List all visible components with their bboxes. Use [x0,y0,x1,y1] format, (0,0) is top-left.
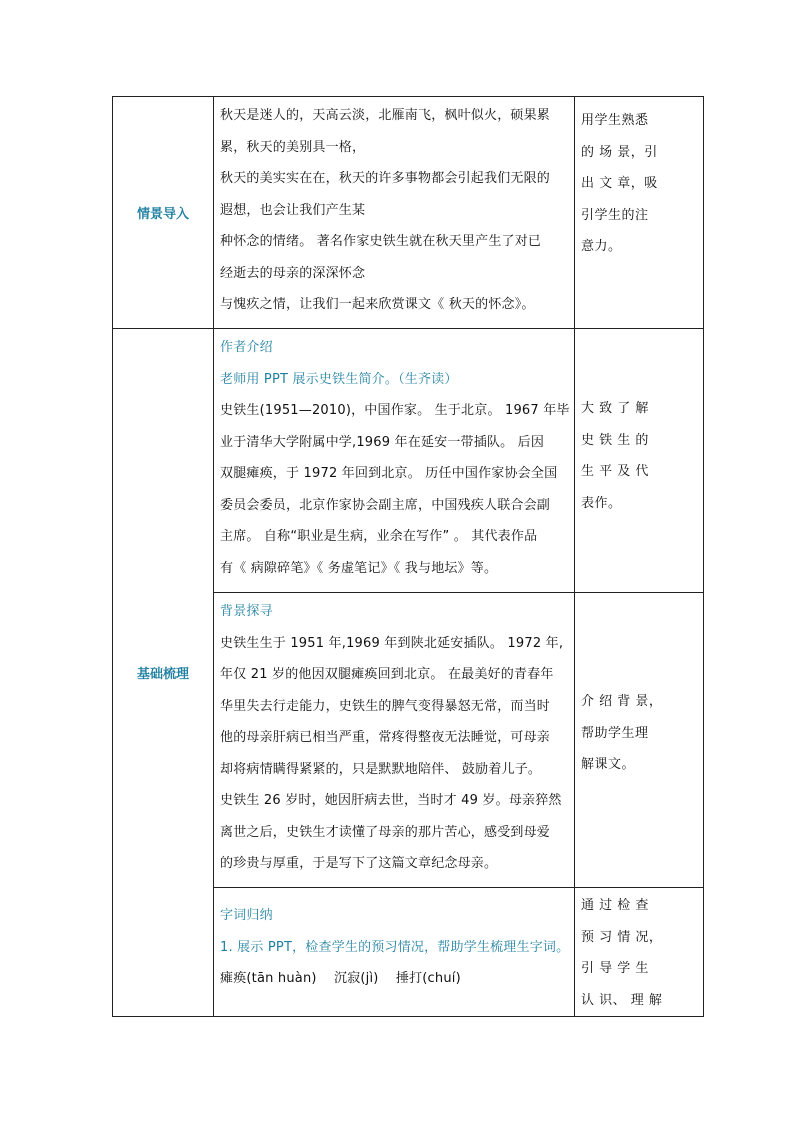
vocab-line: 瘫痪(tān huàn) 沉寂(jì) 捶打(chuí) [220,971,461,986]
content-cell-author [214,329,575,593]
text-line: 累，秋天的美别具一格， [220,139,366,155]
section-title-words: 字词归纳 [220,908,273,923]
note-cell-words [575,888,704,1017]
table-row-author [113,329,704,593]
text-line: 他的母亲肝病已相当严重，常疼得整夜无法睡觉，可母亲 [220,730,551,745]
text-line: 经逝去的母亲的深深怀念 [220,265,366,281]
text-line: 却将病情瞒得紧紧的，只是默默地陪伴、 鼓励着儿子。 [220,761,542,777]
note-line: 帮助学生理 [581,725,649,741]
note-line: 引 导 学 生 [581,961,649,976]
text-line: 史铁生生于 1951 年,1969 年到陕北延安插队。 1972 年, [220,635,564,651]
note-line: 解课文。 [581,757,636,772]
text-line: 种怀念的情绪。 著名作家史铁生就在秋天里产生了对已 [220,234,542,249]
section-subtitle-words: 1. 展示 PPT，检查学生的预习情况，帮助学生梳理生字词。 [220,939,570,955]
text-line: 史铁生 26 岁时，她因肝病去世，当时才 49 岁。母亲猝然 [220,793,562,808]
note-line: 史 铁 生 的 [581,432,649,448]
note-cell-author [575,329,704,593]
text-line: 有《 病隙碎笔》《 务虚笔记》《 我与地坛》等。 [220,560,498,576]
text-line: 委员会委员，北京作家协会副主席，中国残疾人联合会副 [220,497,551,513]
text-line: 离世之后，史铁生才读懂了母亲的那片苦心，感受到母爱 [220,824,551,840]
content-cell-words [214,888,575,1017]
text-line: 与愧疚之情，让我们一起来欣赏课文《 秋天的怀念》。 [220,297,535,312]
note-cell-intro [575,97,704,329]
note-line: 的 场 景，引 [581,144,658,160]
text-line: 秋天的美实实在在，秋天的许多事物都会引起我们无限的 [220,171,551,186]
section-title-background: 背景探寻 [220,604,273,619]
note-line: 出 文 章，吸 [581,176,658,191]
text-line: 年仅 21 岁的他因双腿瘫痪回到北京。 在最美好的青春年 [220,667,554,682]
text-line: 主席。 自称“职业是生病，业余在写作” 。 其代表作品 [220,529,538,544]
note-line: 预 习 情 况， [581,929,663,945]
text-line: 遐想，也会让我们产生某 [220,202,366,218]
note-line: 生 平 及 代 [581,464,649,479]
text-line: 业于清华大学附属中学,1969 年在延安一带插队。 后因 [220,434,545,450]
note-line: 意力。 [581,239,622,254]
note-line: 大 致 了 解 [581,401,649,416]
stage-cell-intro [113,97,214,329]
text-line: 双腿瘫痪，于 1972 年回到北京。 历任中国作家协会全国 [220,466,558,481]
note-line: 认 识、 理 解 [581,992,663,1008]
stage-label-basics: 基础梳理 [136,667,189,682]
stage-cell-basics [113,329,214,1017]
content-cell-intro [214,97,575,329]
text-line: 史铁生(1951—2010)，中国作家。 生于北京。 1967 年毕 [220,403,570,418]
note-line: 表作。 [581,495,622,511]
table-row-intro [113,97,704,329]
text-line: 华里失去行走能力，史铁生的脾气变得暴怒无常，而当时 [220,698,551,714]
section-title-author: 作者介绍 [220,340,273,355]
lesson-plan-table [112,96,704,1017]
text-line: 的珍贵与厚重，于是写下了这篇文章纪念母亲。 [220,856,498,871]
note-cell-background [575,593,704,888]
note-line: 通 过 检 查 [581,898,649,913]
text-line: 秋天是迷人的，天高云淡，北雁南飞，枫叶似火，硕果累 [220,108,551,123]
section-subtitle-author: 老师用 PPT 展示史铁生简介。（生齐读） [220,371,458,387]
content-cell-background [214,593,575,888]
note-line: 引学生的注 [581,207,649,223]
stage-label-intro: 情景导入 [136,207,189,222]
note-line: 用学生熟悉 [581,113,649,128]
note-line: 介 绍 背 景， [581,694,663,709]
